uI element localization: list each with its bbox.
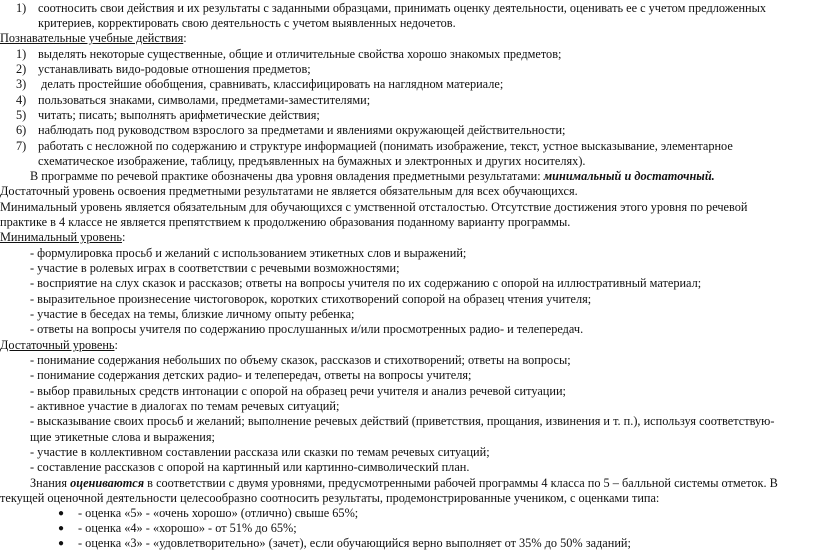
bullet-icon: ● xyxy=(58,538,65,549)
list-item: - восприятие на слух сказок и рассказов; ответы на вопросы учителя по их содержанию с опорой на иллюстративный материал; xyxy=(30,276,702,290)
list-item: - выбор правильных средств интонации с опорой на образец речи учителя и анализ речевой ситуации; xyxy=(30,384,566,398)
list-number: 1) xyxy=(16,1,27,15)
list-item: 6) наблюдать под руководством взрослого за предметами и явлениями окружающей действительности; xyxy=(16,123,566,137)
list-item: 4) пользоваться знаками, символами, предметами-заместителями; xyxy=(16,93,371,107)
list-text: соотносить свои действия и их результаты с заданными образцами, принимать оценку деятельности, оценивать ее с учетом предложенных xyxy=(38,1,767,15)
list-item: - активное участие в диалогах по темам речевых ситуаций; xyxy=(30,399,340,413)
list-item: - выразительное произнесение чистоговорок, коротких стихотворений сопорой на образец чтения учителя; xyxy=(30,292,592,306)
section-heading-cognitive: Познавательные учебные действия: xyxy=(0,31,187,45)
section-heading-minimal: Минимальный уровень: xyxy=(0,230,126,244)
assessment-emphasis: оцениваются xyxy=(70,476,145,490)
assessment-line: Знания оцениваются в соответствии с двумя уровнями, предусмотренными рабочей программы 4 класса по 5 – балльной системы отметок. В xyxy=(30,476,778,490)
list-item: - высказывание своих просьб и желаний; выполнение речевых действий (приветствия, прощания, извинения и т. п.), используя соответствую- xyxy=(30,414,775,428)
list-item: - участие в ролевых играх в соответствии с речевыми возможностями; xyxy=(30,261,400,275)
list-item: - участие в коллективном составлении рассказа или сказки по темам речевых ситуаций; xyxy=(30,445,490,459)
list-item: 2) устанавливать видо-родовые отношения предметов; xyxy=(16,62,311,76)
list-item: - участие в беседах на темы, близкие личному опыту ребенка; xyxy=(30,307,355,321)
paragraph-line: практике в 4 классе не является препятствием к продолжению образования поданному варианту программы. xyxy=(0,215,571,229)
list-item xyxy=(16,1,812,16)
list-item: 1) выделять некоторые существенные, общие и отличительные свойства хорошо знакомых предметов; xyxy=(16,47,562,61)
list-item: 7) работать с несложной по содержанию и структуре информацией (понимать изображение, текст, устное высказывание, элементарное xyxy=(16,139,733,153)
list-item: - понимание содержания небольших по объему сказок, рассказов и стихотворений; ответы на вопросы; xyxy=(30,353,571,367)
levels-emphasis: минимальный и достаточный. xyxy=(543,169,715,183)
list-item: - формулировка просьб и желаний с использованием этикетных слов и выражений; xyxy=(30,246,467,260)
list-item-continuation: критериев, корректировать свою деятельность с учетом выявленных недочетов. xyxy=(38,16,456,30)
list-item-continuation: щие этикетные слова и выражения; xyxy=(30,430,215,444)
bullet-icon: ● xyxy=(58,508,65,519)
list-item: 3) делать простейшие обобщения, сравнивать, классифицировать на наглядном материале; xyxy=(16,77,504,91)
paragraph-line: Достаточный уровень освоения предметными результатами не является обязательным для всех обучающихся. xyxy=(0,184,578,198)
section-heading-sufficient: Достаточный уровень: xyxy=(0,338,118,352)
bullet-icon: ● xyxy=(58,523,65,534)
list-item: 5) читать; писать; выполнять арифметические действия; xyxy=(16,108,320,122)
list-item: - ответы на вопросы учителя по содержанию прослушанных и/или просмотренных радио- и телепередач. xyxy=(30,322,584,336)
list-item: - составление рассказов с опорой на картинный или картинно-символический план. xyxy=(30,460,470,474)
levels-intro-line: В программе по речевой практике обозначены два уровня овладения предметными результатами: минимальный и достаточный. xyxy=(30,169,715,183)
list-item-continuation: схематическое изображение, таблицу, предъявленных на бумажных и электронных и других носителях). xyxy=(38,154,586,168)
paragraph-line: Минимальный уровень является обязательным для обучающихся с умственной отсталостью. Отсутствие достижения этого уровня по речевой xyxy=(0,200,748,214)
list-item: - понимание содержания детских радио- и телепередач, ответы на вопросы учителя; xyxy=(30,368,472,382)
paragraph-line: текущей оценочной деятельности целесообразно соотносить результаты, продемонстрированные учеником, с оценками типа: xyxy=(0,491,660,505)
